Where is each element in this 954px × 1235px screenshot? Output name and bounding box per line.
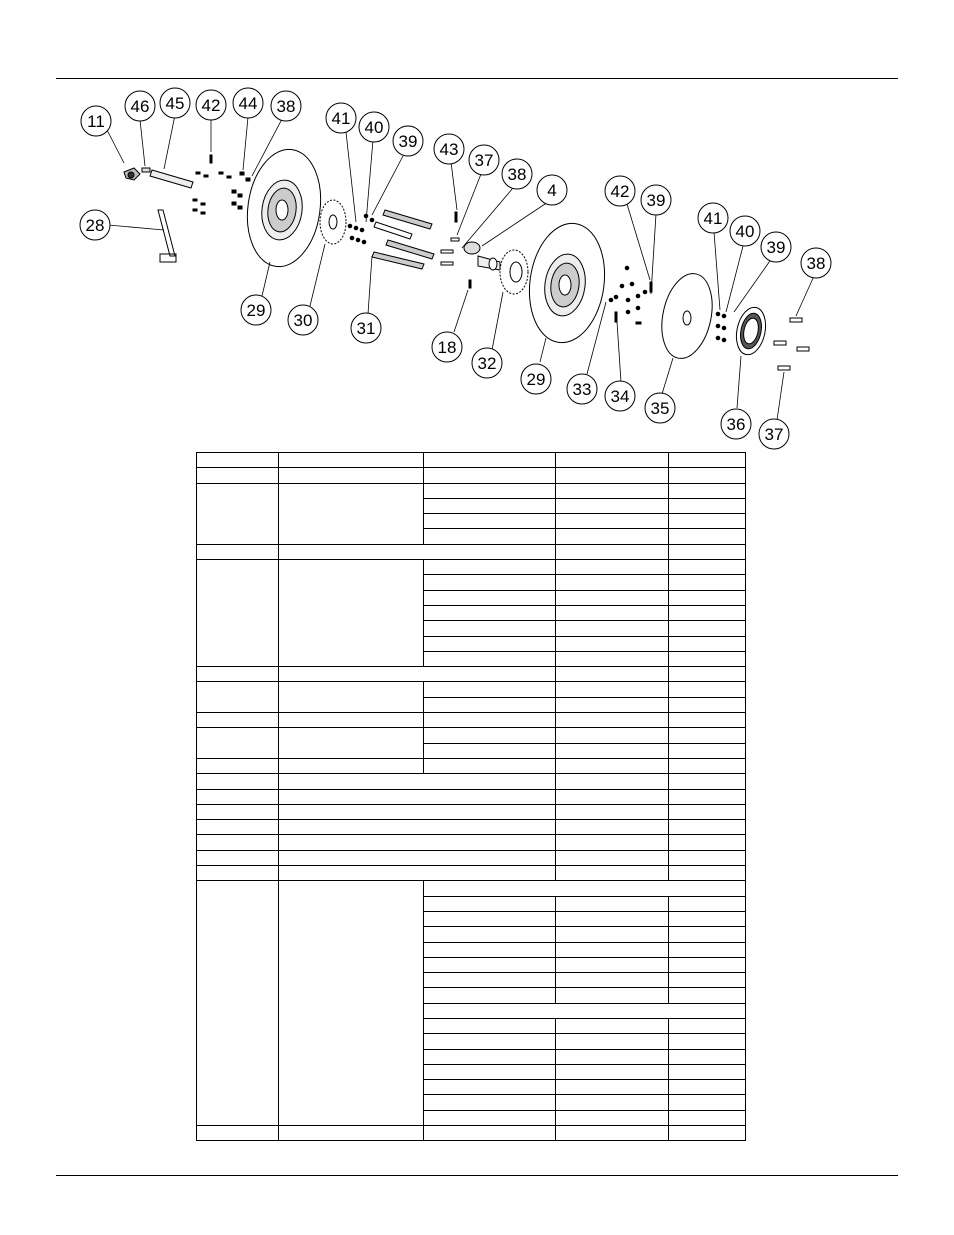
callout-label: 32 [477, 354, 497, 373]
callout-label: 35 [650, 399, 670, 418]
callout-label: 41 [331, 109, 351, 128]
callout-37 [759, 419, 789, 449]
table-row [197, 682, 746, 697]
table-row [197, 835, 746, 850]
hardware-group-42-39-33-34 [609, 266, 652, 324]
callout-label: 34 [610, 387, 630, 406]
part-45-shaft [150, 170, 193, 188]
callout-38 [502, 159, 532, 189]
callout-label: 4 [547, 181, 557, 200]
table-row [197, 468, 746, 483]
callout-32 [472, 348, 502, 378]
callout-label: 39 [398, 132, 418, 151]
callout-label: 42 [201, 96, 221, 115]
callout-label: 38 [507, 165, 527, 184]
callout-42 [196, 90, 226, 120]
callout-35 [645, 393, 675, 423]
callout-37 [469, 145, 499, 175]
part-29-disc-left [240, 145, 328, 272]
part-36-ring [732, 305, 769, 358]
part-29-disc-right [522, 218, 612, 347]
callout-label: 38 [806, 254, 826, 273]
callout-38 [271, 91, 301, 121]
callout-43 [434, 134, 464, 164]
callout-label: 28 [85, 216, 105, 235]
part-31-slats [372, 210, 434, 269]
callout-label: 43 [439, 140, 459, 159]
callout-44 [233, 88, 263, 118]
callout-31 [351, 313, 381, 343]
callout-42 [605, 176, 635, 206]
callout-33 [567, 374, 597, 404]
part-32-sprocket [500, 250, 528, 294]
part-30-sprocket [320, 200, 346, 244]
callout-46 [125, 91, 155, 121]
hardware-group-41-40-39 [348, 214, 374, 244]
callout-29 [521, 364, 551, 394]
callout-label: 40 [364, 118, 384, 137]
callout-39 [641, 185, 671, 215]
callout-label: 44 [238, 94, 258, 113]
table-row [197, 804, 746, 819]
callout-label: 38 [276, 97, 296, 116]
part-4-hub [441, 212, 500, 288]
callout-label: 45 [165, 94, 185, 113]
callout-label: 41 [703, 209, 723, 228]
table-row [197, 774, 746, 789]
top-rule [56, 78, 898, 79]
table-row [197, 560, 746, 575]
callout-39 [761, 232, 791, 262]
callout-4 [537, 175, 567, 205]
callout-28 [80, 210, 110, 240]
callout-36 [721, 409, 751, 439]
callout-18 [432, 332, 462, 362]
callout-label: 33 [572, 380, 592, 399]
part-35-plate [655, 269, 720, 363]
callout-label: 29 [526, 370, 546, 389]
hardware-group-38-37-right [774, 318, 809, 370]
callout-label: 11 [87, 112, 105, 131]
callout-40 [359, 112, 389, 142]
table-row [197, 820, 746, 835]
table-row [197, 713, 746, 728]
callout-label: 36 [726, 415, 746, 434]
callout-label: 37 [474, 151, 494, 170]
callout-label: 29 [246, 301, 266, 320]
callout-34 [605, 381, 635, 411]
callout-label: 37 [764, 425, 784, 444]
table-row [197, 850, 746, 865]
callout-41 [326, 103, 356, 133]
callout-label: 18 [437, 338, 457, 357]
callout-label: 39 [766, 238, 786, 257]
callout-41 [698, 203, 728, 233]
table-row [197, 544, 746, 559]
exploded-parts-diagram [0, 80, 954, 452]
callout-11 [81, 106, 111, 136]
callout-label: 42 [610, 182, 630, 201]
hardware-group-left [193, 155, 250, 214]
table-row [197, 667, 746, 682]
table-row [197, 483, 746, 498]
callout-label: 40 [735, 222, 755, 241]
table-row [197, 881, 746, 896]
part-28-hex-key [158, 210, 176, 262]
callout-38 [801, 248, 831, 278]
table-row [197, 758, 746, 773]
callout-30 [288, 305, 318, 335]
callout-40 [730, 216, 760, 246]
table-row [197, 1126, 746, 1141]
callout-label: 30 [293, 311, 313, 330]
table-row [197, 453, 746, 468]
table-row [197, 866, 746, 881]
table-row [197, 789, 746, 804]
callout-label: 39 [646, 191, 666, 210]
callout-label: 31 [356, 319, 376, 338]
parts-list-table [196, 452, 746, 1141]
hardware-group-41-40-39-right [716, 312, 726, 342]
part-46-pin [142, 168, 150, 172]
table-row [197, 728, 746, 743]
part-11-bracket [124, 168, 140, 180]
callout-45 [160, 88, 190, 118]
bottom-rule [56, 1175, 898, 1176]
callout-29 [241, 295, 271, 325]
callout-39 [393, 126, 423, 156]
callout-label: 46 [130, 97, 150, 116]
